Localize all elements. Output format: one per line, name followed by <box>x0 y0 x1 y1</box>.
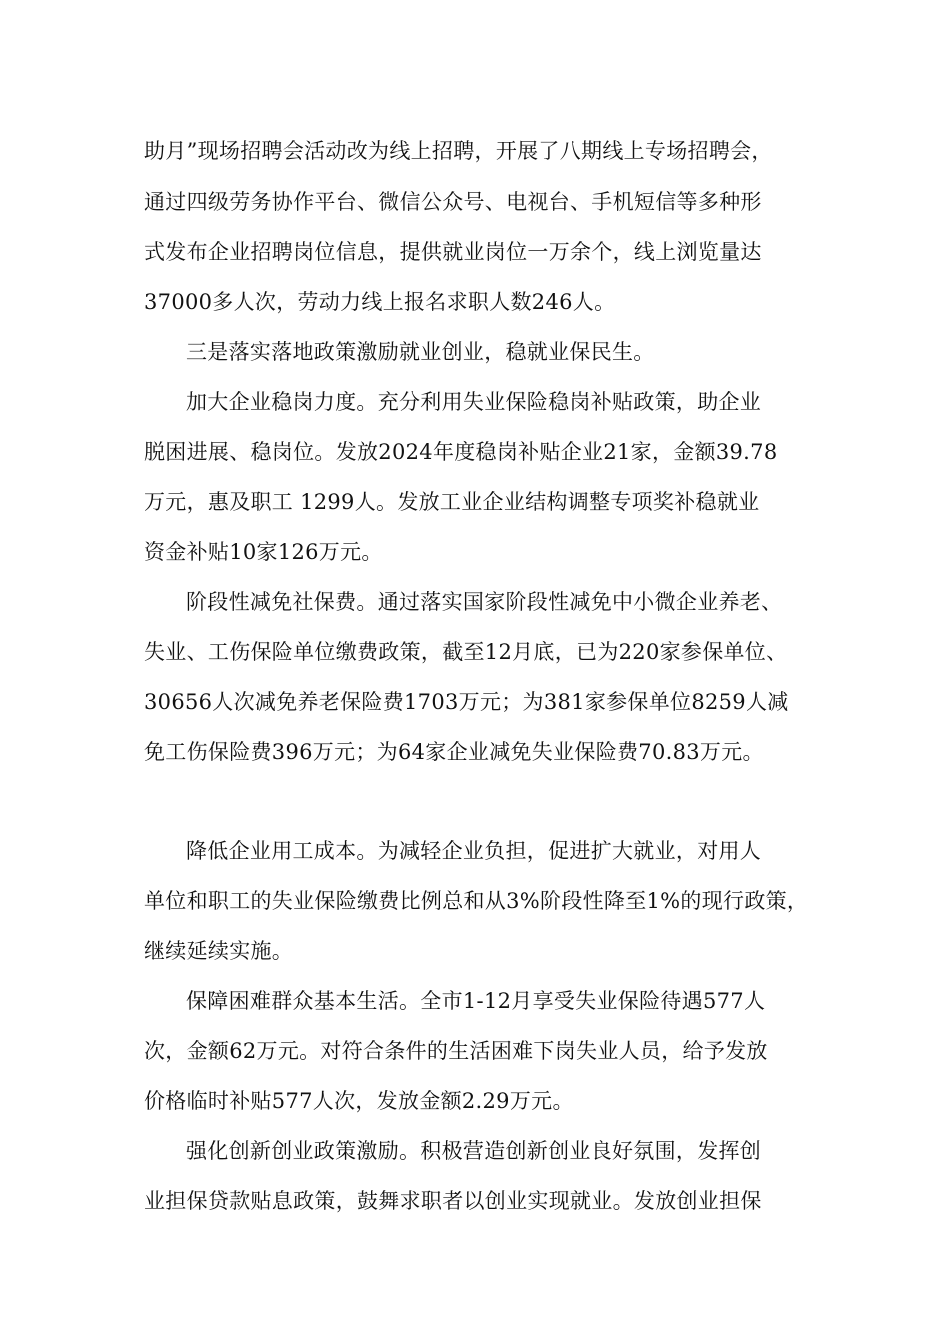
text-line: 37000多人次，劳动力线上报名求职人数246人。 <box>144 290 616 314</box>
text-line: 业担保贷款贴息政策，鼓舞求职者以创业实现就业。发放创业担保 <box>144 1189 762 1213</box>
text-line: 通过四级劳务协作平台、微信公众号、电视台、手机短信等多种形 <box>144 190 762 214</box>
text-line: 30656人次减免养老保险费1703万元；为381家参保单位8259人减 <box>144 690 789 714</box>
text-line: 价格临时补贴577人次，发放金额2.29万元。 <box>144 1089 574 1113</box>
text-line: 式发布企业招聘岗位信息，提供就业岗位一万余个，线上浏览量达 <box>144 240 762 264</box>
text-line: 助月”现场招聘会活动改为线上招聘，开展了八期线上专场招聘会， <box>144 139 773 163</box>
paragraph-heading: 三是落实落地政策激励就业创业，稳就业保民生。 <box>186 340 655 364</box>
text-line: 继续延续实施。 <box>144 939 294 963</box>
text-line: 脱困进展、稳岗位。发放2024年度稳岗补贴企业21家，金额39.78 <box>144 440 778 464</box>
text-line: 加大企业稳岗力度。充分利用失业保险稳岗补贴政策，助企业 <box>186 390 762 414</box>
text-line: 单位和职工的失业保险缴费比例总和从3%阶段性降至1%的现行政策， <box>144 889 809 913</box>
text-line: 免工伤保险费396万元；为64家企业减免失业保险费70.83万元。 <box>144 740 764 764</box>
text-line: 保障困难群众基本生活。全市1-12月享受失业保险待遇577人 <box>186 989 766 1013</box>
text-line: 万元，惠及职工 1299人。发放工业企业结构调整专项奖补稳就业 <box>144 490 760 514</box>
text-line: 次，金额62万元。对符合条件的生活困难下岗失业人员，给予发放 <box>144 1039 768 1063</box>
text-line: 资金补贴10家126万元。 <box>144 540 383 564</box>
text-line: 降低企业用工成本。为减轻企业负担，促进扩大就业，对用人 <box>186 839 762 863</box>
text-line: 阶段性减免社保费。通过落实国家阶段性减免中小微企业养老、 <box>186 590 783 614</box>
text-line: 强化创新创业政策激励。积极营造创新创业良好氛围，发挥创 <box>186 1139 762 1163</box>
text-line: 失业、工伤保险单位缴费政策，截至12月底，已为220家参保单位、 <box>144 640 788 664</box>
